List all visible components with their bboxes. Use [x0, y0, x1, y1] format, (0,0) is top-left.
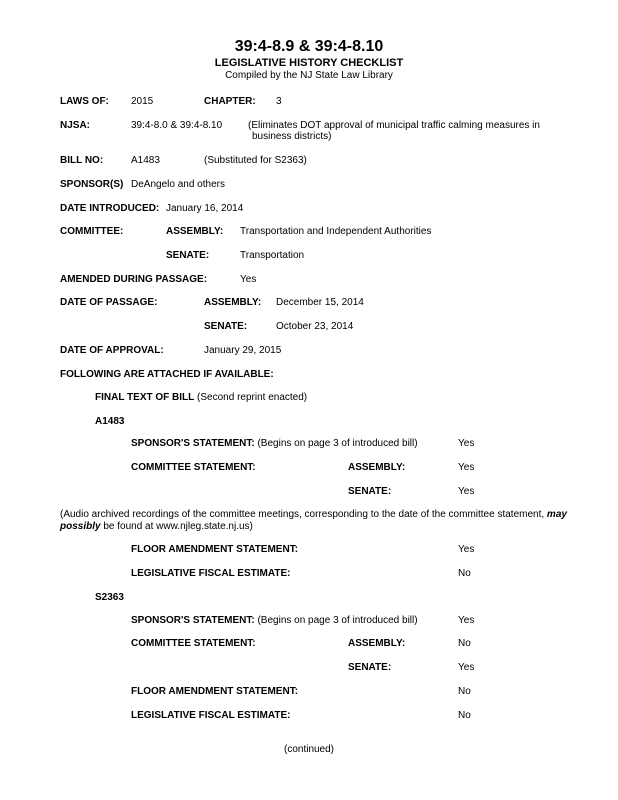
amended-label: AMENDED DURING PASSAGE: — [60, 274, 208, 285]
a1483-fiscal-label: LEGISLATIVE FISCAL ESTIMATE: — [131, 568, 291, 579]
final-text-line — [95, 392, 307, 404]
s2363-assembly-label: ASSEMBLY: — [348, 638, 406, 649]
laws-of-value: 2015 — [131, 96, 154, 107]
njsa-note-line1: (Eliminates DOT approval of municipal traffic calming measures in — [248, 120, 540, 131]
njsa-note-line2: business districts) — [252, 131, 332, 142]
njsa-label: NJSA: — [60, 120, 91, 131]
s2363-senate-value: Yes — [458, 662, 475, 673]
checklist-subtitle: LEGISLATIVE HISTORY CHECKLIST — [214, 57, 404, 69]
s2363-sponsor-value: Yes — [458, 615, 475, 626]
s2363-sponsor-label: SPONSOR'S STATEMENT: — [131, 615, 255, 626]
a1483-floor-label: FLOOR AMENDMENT STATEMENT: — [131, 544, 299, 555]
a1483-sponsor-note: (Begins on page 3 of introduced bill) — [257, 438, 418, 449]
page-title: 39:4-8.9 & 39:4-8.10 — [234, 38, 384, 55]
bill-no-note: (Substituted for S2363) — [204, 155, 307, 166]
s2363-fiscal-value: No — [458, 710, 471, 721]
s2363-floor-value: No — [458, 686, 471, 697]
a1483-floor-value: Yes — [458, 544, 475, 555]
a1483-assembly-label: ASSEMBLY: — [348, 462, 406, 473]
final-text-note: (Second reprint enacted) — [197, 392, 308, 403]
committee-assembly-value: Transportation and Independent Authorities — [240, 226, 432, 237]
date-introduced-label: DATE INTRODUCED: — [60, 203, 160, 214]
approval-value: January 29, 2015 — [204, 345, 282, 356]
audio-note — [60, 509, 608, 533]
a1483-sponsor-value: Yes — [458, 438, 475, 449]
chapter-value: 3 — [276, 96, 282, 107]
a1483-sponsor-label: SPONSOR'S STATEMENT: — [131, 438, 255, 449]
laws-of-label: LAWS OF: — [60, 96, 109, 107]
a1483-assembly-value: Yes — [458, 462, 475, 473]
passage-senate-value: October 23, 2014 — [276, 321, 354, 332]
passage-label: DATE OF PASSAGE: — [60, 297, 158, 308]
committee-senate-value: Transportation — [240, 250, 305, 261]
passage-assembly-label: ASSEMBLY: — [204, 297, 262, 308]
date-introduced-value: January 16, 2014 — [166, 203, 244, 214]
a1483-senate-label: SENATE: — [348, 486, 392, 497]
committee-label: COMMITTEE: — [60, 226, 124, 237]
committee-senate-label: SENATE: — [166, 250, 210, 261]
amended-value: Yes — [240, 274, 257, 285]
s2363-assembly-value: No — [458, 638, 471, 649]
final-text-label: FINAL TEXT OF BILL — [95, 392, 195, 403]
s2363-heading: S2363 — [95, 592, 124, 603]
passage-assembly-value: December 15, 2014 — [276, 297, 364, 308]
chapter-label: CHAPTER: — [204, 96, 256, 107]
a1483-fiscal-value: No — [458, 568, 471, 579]
a1483-committee-label: COMMITTEE STATEMENT: — [131, 462, 256, 473]
njsa-value: 39:4-8.0 & 39:4-8.10 — [131, 120, 223, 131]
approval-label: DATE OF APPROVAL: — [60, 345, 164, 356]
s2363-senate-label: SENATE: — [348, 662, 392, 673]
sponsors-label: SPONSOR(S) — [60, 179, 124, 190]
bill-no-value: A1483 — [131, 155, 160, 166]
a1483-heading: A1483 — [95, 416, 125, 427]
bill-no-label: BILL NO: — [60, 155, 104, 166]
s2363-floor-label: FLOOR AMENDMENT STATEMENT: — [131, 686, 299, 697]
audio-note-part2: be found at www.njleg.state.nj.us) — [100, 521, 253, 532]
sponsors-value: DeAngelo and others — [131, 179, 225, 190]
audio-note-emphasis: may possibly — [60, 509, 567, 532]
audio-note-part1: (Audio archived recordings of the committee meetings, corresponding to the date of the committee statement, — [60, 509, 547, 520]
passage-senate-label: SENATE: — [204, 321, 248, 332]
attached-heading: FOLLOWING ARE ATTACHED IF AVAILABLE: — [60, 369, 274, 380]
a1483-sponsor-line — [131, 438, 418, 450]
s2363-committee-label: COMMITTEE STATEMENT: — [131, 638, 256, 649]
compiled-by: Compiled by the NJ State Law Library — [225, 70, 393, 81]
committee-assembly-label: ASSEMBLY: — [166, 226, 224, 237]
s2363-sponsor-note: (Begins on page 3 of introduced bill) — [257, 615, 418, 626]
s2363-sponsor-line — [131, 615, 418, 627]
continued-note: (continued) — [283, 744, 335, 755]
a1483-senate-value: Yes — [458, 486, 475, 497]
s2363-fiscal-label: LEGISLATIVE FISCAL ESTIMATE: — [131, 710, 291, 721]
